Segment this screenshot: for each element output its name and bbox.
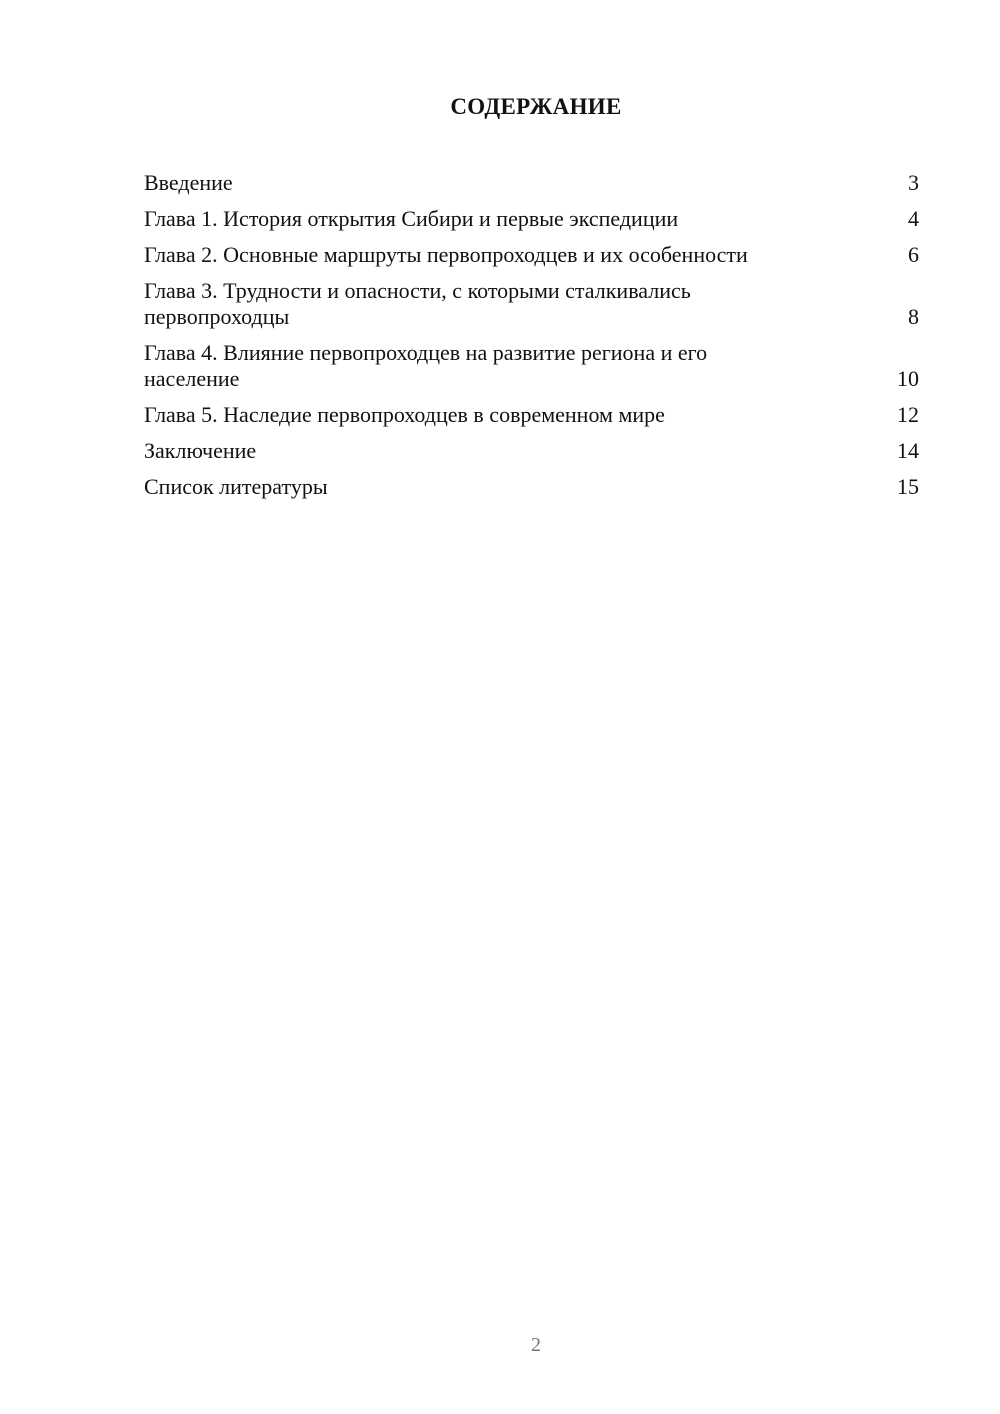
toc-entry-chapter-1 [144,206,919,232]
toc-entry-page: 8 [908,304,919,329]
toc-entry-bibliography [144,474,919,500]
toc-entry-introduction [144,170,919,196]
toc-entry-title: Глава 3. Трудности и опасности, с которыми сталкивались первопроходцы [144,278,691,329]
toc-entry-title: Глава 1. История открытия Сибири и первые экспедиции [144,206,679,231]
toc-entry-conclusion [144,438,919,464]
toc-entry-title: Глава 4. Влияние первопроходцев на развитие региона и его население [144,340,708,391]
toc-entry-title: Глава 5. Наследие первопроходцев в современном мире [144,402,665,427]
toc-entry-page: 6 [908,242,919,267]
toc-entry-page: 14 [897,438,919,463]
toc-entry-chapter-3 [144,278,919,330]
toc-entry-title: Глава 2. Основные маршруты первопроходцев и их особенности [144,242,748,267]
toc-entry-title: Введение [144,170,233,195]
toc-entry-page: 10 [897,366,919,391]
toc-entry-page: 12 [897,402,919,427]
page-number: 2 [531,1334,541,1356]
toc-entry-title: Заключение [144,438,257,463]
page-title: СОДЕРЖАНИЕ [450,94,622,119]
toc-entry-chapter-2 [144,242,919,268]
toc-entry-title: Список литературы [144,474,328,499]
toc-entry-chapter-4 [144,340,919,392]
toc-entry-chapter-5 [144,402,919,428]
toc-entry-page: 3 [908,170,919,195]
toc-entry-page: 4 [908,206,919,231]
toc-entry-page: 15 [897,474,919,499]
table-of-contents [144,170,919,510]
